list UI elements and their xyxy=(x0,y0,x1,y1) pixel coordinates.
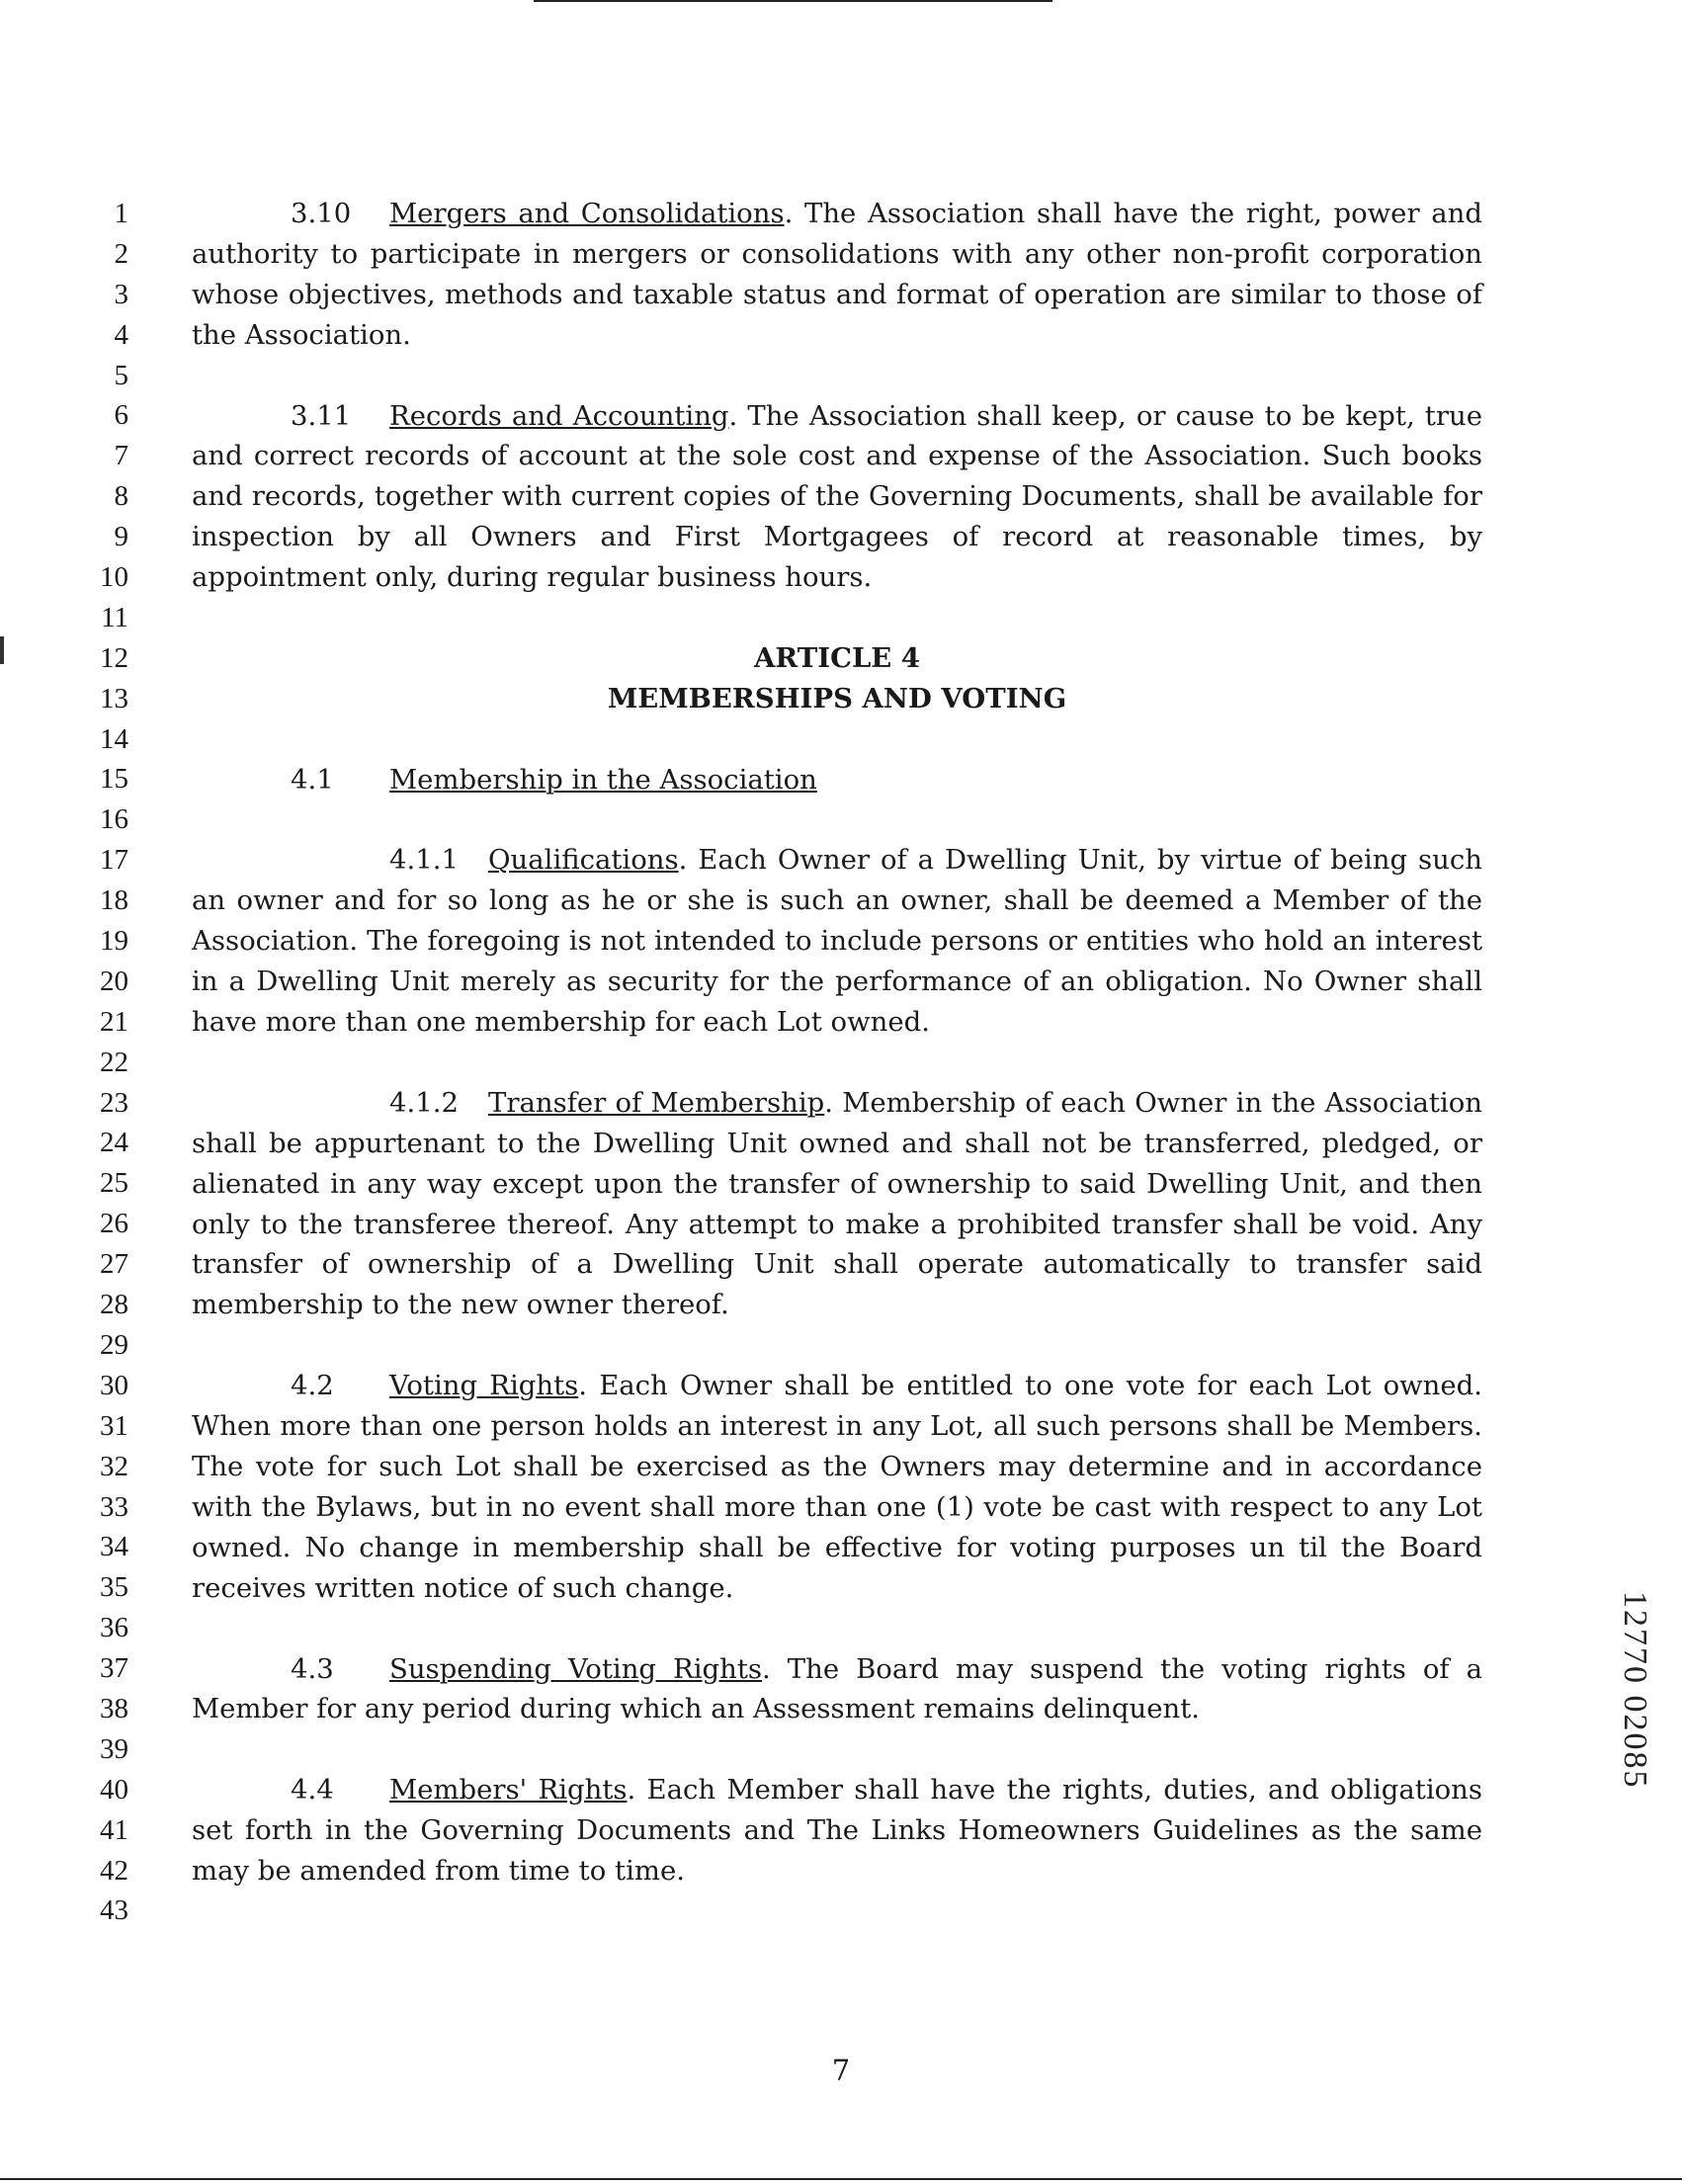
line-number: 32 xyxy=(100,1450,128,1482)
line-number: 36 xyxy=(100,1612,128,1644)
line-number: 3 xyxy=(114,278,128,310)
article-label: ARTICLE 4 xyxy=(754,641,920,674)
section-text: . The Association shall have the right, power and authority to participate in mergers or consolidations with any other non-profit corporation whose objectives, methods and taxable status and format of operation are similar to those of the Association. xyxy=(192,198,1482,351)
page-number: 7 xyxy=(831,2054,851,2087)
document-body xyxy=(192,194,1482,1932)
section-4-1-1 xyxy=(192,840,1482,1043)
line-number: 19 xyxy=(100,925,128,958)
line-number: 27 xyxy=(100,1248,128,1281)
section-number: 4.3 xyxy=(291,1652,334,1685)
section-3-10 xyxy=(192,194,1482,356)
line-number: 40 xyxy=(100,1773,128,1806)
section-3-11 xyxy=(192,396,1482,599)
line-number: 2 xyxy=(114,237,128,270)
line-numbers-column xyxy=(69,194,128,1931)
section-number: 4.4 xyxy=(291,1774,334,1806)
line-number: 17 xyxy=(100,844,128,877)
line-number: 38 xyxy=(100,1692,128,1724)
section-4-2 xyxy=(192,1366,1482,1608)
section-text: . The Board may suspend the voting rights of a Member for any period during which an Assessment remains delinquent. xyxy=(192,1652,1482,1725)
section-title: Mergers and Consolidations xyxy=(389,198,785,229)
line-number: 24 xyxy=(100,1127,128,1159)
line-number: 30 xyxy=(100,1369,128,1401)
section-title: Suspending Voting Rights xyxy=(389,1652,763,1685)
bottom-rule xyxy=(0,2178,1682,2180)
line-number: 11 xyxy=(101,601,128,633)
line-number: 21 xyxy=(100,1005,128,1038)
section-number: 4.1.2 xyxy=(389,1086,459,1119)
line-number: 4 xyxy=(114,318,128,351)
section-text: . Each Owner shall be entitled to one vote for each Lot owned. When more than one person holds an interest in any Lot, all such persons shall be Members. The vote for such Lot shall be exercised as the Owners may determine and in accordance with the Bylaws, but in no event shall more than one (1) vote be cast with respect to any Lot owned. No change in membership shall be effective for voting purposes un til the Board receives written notice of such change. xyxy=(192,1370,1482,1604)
line-number: 16 xyxy=(100,803,128,836)
section-number: 4.1.1 xyxy=(389,844,459,877)
section-number: 3.11 xyxy=(291,399,352,432)
section-title: Records and Accounting xyxy=(389,399,729,432)
margin-tick xyxy=(0,636,4,664)
line-number: 12 xyxy=(100,641,128,674)
recording-stamp: 12770 02085 xyxy=(1617,1591,1653,1790)
section-number: 3.10 xyxy=(291,198,352,229)
line-number: 35 xyxy=(100,1571,128,1604)
line-number: 13 xyxy=(100,682,128,714)
section-text: . Each Member shall have the rights, duties, and obligations set forth in the Governing Documents and The Links Homeowners Guidelines as the same may be amended from time to time. xyxy=(192,1774,1482,1888)
line-number: 28 xyxy=(100,1289,128,1321)
section-text: . The Association shall keep, or cause to be kept, true and correct records of account at the sole cost and expense of the Association. Such books and records, together with current copies of the Governing Documents, shall be available for inspection by all Owners and First Mortgagees of record at reasonable times, by appointment only, during regular business hours. xyxy=(192,399,1482,594)
line-number: 43 xyxy=(100,1894,128,1927)
line-number: 1 xyxy=(114,198,128,229)
section-number: 4.1 xyxy=(291,763,334,796)
line-number: 39 xyxy=(100,1732,128,1765)
section-4-3 xyxy=(192,1649,1482,1730)
line-number: 10 xyxy=(100,561,128,594)
line-number: 33 xyxy=(100,1490,128,1523)
section-text: . Each Owner of a Dwelling Unit, by virtue of being such an owner and for so long as he or she is such an owner, shall be deemed a Member of the Association. The foregoing is not intended to include persons or entities who hold an interest in a Dwelling Unit merely as security for the performance of an obligation. No Owner shall have more than one membership for each Lot owned. xyxy=(192,844,1482,1039)
section-title: Membership in the Association xyxy=(389,763,817,796)
line-number: 34 xyxy=(100,1531,128,1563)
section-title: Qualifications xyxy=(488,844,679,877)
section-title: Transfer of Membership xyxy=(488,1086,825,1119)
section-4-4 xyxy=(192,1770,1482,1891)
line-number: 29 xyxy=(100,1328,128,1361)
line-number: 6 xyxy=(114,399,128,432)
line-number: 15 xyxy=(100,763,128,796)
line-number: 37 xyxy=(100,1652,128,1685)
section-4-1 xyxy=(192,760,1482,800)
line-number: 9 xyxy=(114,521,128,553)
article-title: MEMBERSHIPS AND VOTING xyxy=(607,682,1067,714)
line-number: 26 xyxy=(100,1208,128,1240)
section-title: Members' Rights xyxy=(389,1774,628,1806)
line-number: 25 xyxy=(100,1167,128,1200)
line-number: 22 xyxy=(100,1046,128,1078)
line-number: 20 xyxy=(100,965,128,997)
line-number: 7 xyxy=(114,440,128,472)
section-text: . Membership of each Owner in the Association shall be appurtenant to the Dwelling Unit owned and shall not be transferred, pledged, or alienated in any way except upon the transfer of ownership to said Dwelling Unit, and then only to the transferee thereof. Any attempt to make a prohibited transfer shall be void. Any transfer of ownership of a Dwelling Unit shall operate automatically to transfer said membership to the new owner thereof. xyxy=(192,1086,1483,1321)
line-number: 14 xyxy=(100,722,128,755)
line-number: 42 xyxy=(100,1854,128,1887)
article-heading xyxy=(192,638,1482,719)
section-title: Voting Rights xyxy=(389,1370,579,1402)
section-number: 4.2 xyxy=(291,1370,334,1402)
top-rule xyxy=(534,0,1052,2)
line-number: 8 xyxy=(114,480,128,513)
line-number: 5 xyxy=(114,359,128,391)
line-number: 41 xyxy=(100,1813,128,1846)
line-number: 31 xyxy=(100,1409,128,1442)
section-4-1-2 xyxy=(192,1083,1482,1325)
line-number: 23 xyxy=(100,1086,128,1119)
line-number: 18 xyxy=(100,884,128,917)
